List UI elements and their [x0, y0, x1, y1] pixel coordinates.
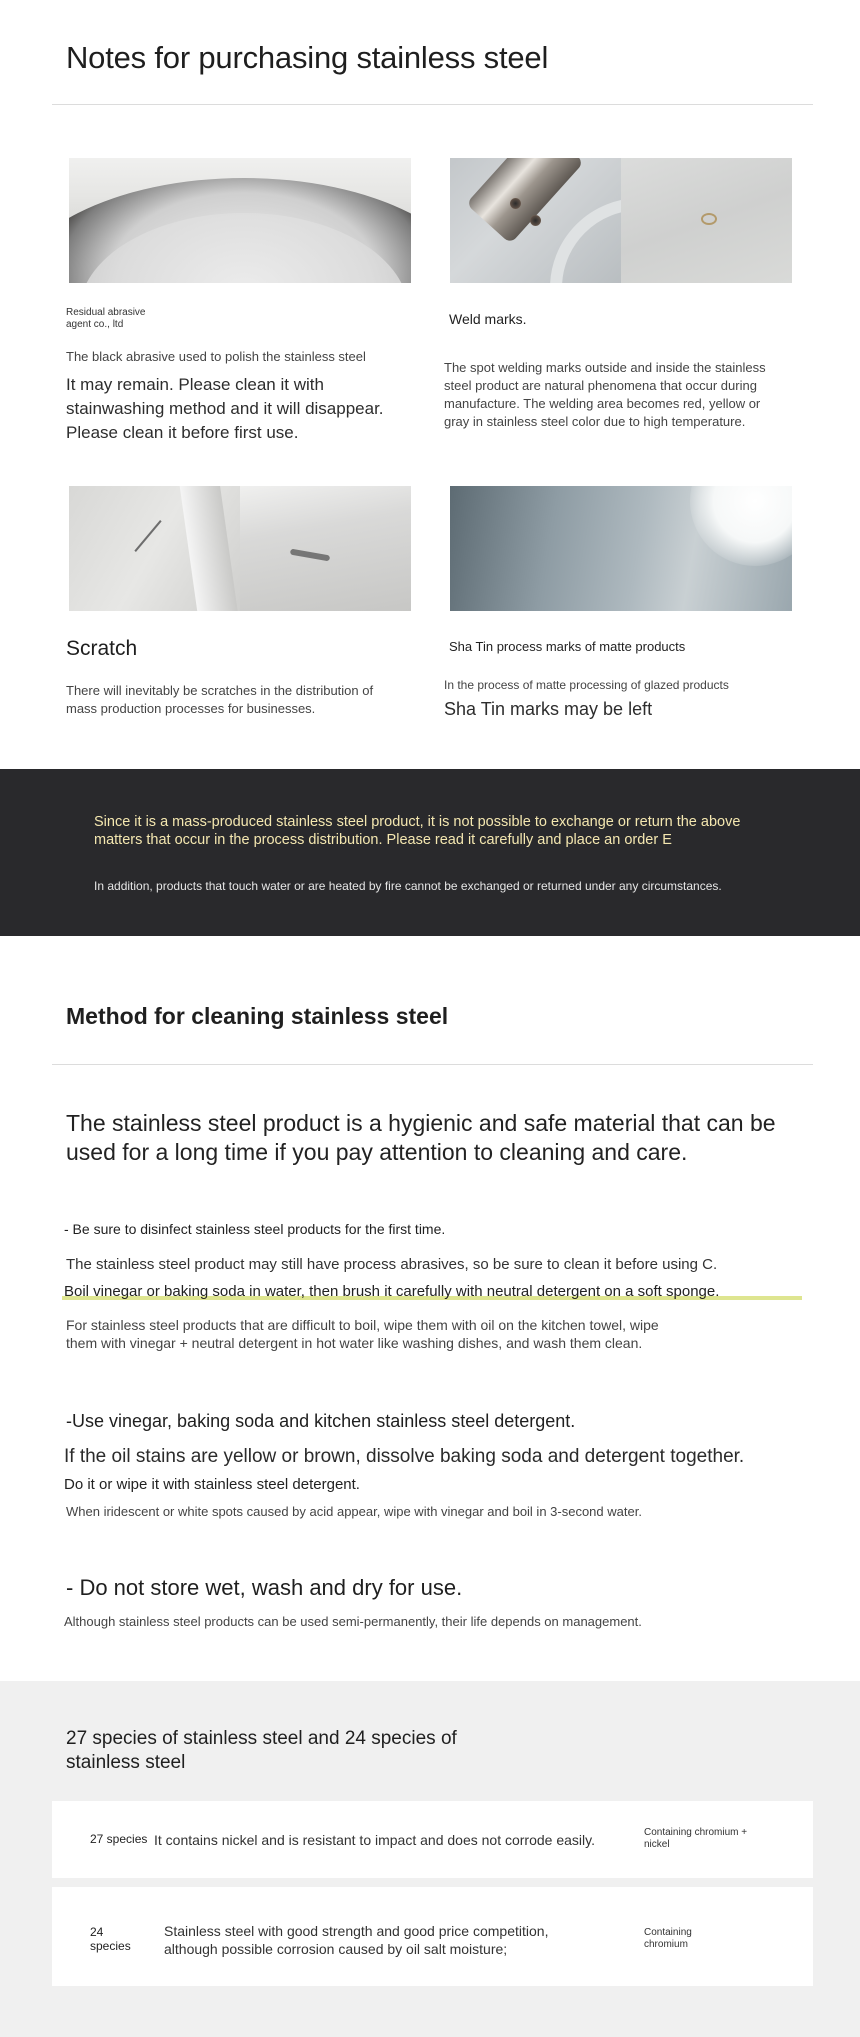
store-text: Although stainless steel products can be used semi-permanently, their life depends on management. — [64, 1614, 642, 1629]
scratch-label: Scratch — [66, 637, 138, 660]
species-name: 27 species — [90, 1832, 148, 1846]
divider — [52, 104, 813, 105]
method-lead — [66, 1109, 776, 1167]
species-text: Stainless steel with good strength and good price competition, although possible corrosion caused by oil salt moisture; — [164, 1923, 549, 1957]
weld-text: The spot welding marks outside and inside the stainless steel product are natural phenomena that occur during manufacture. The welding area becomes red, yellow or gray in stainless steel color due to high temperature. — [444, 360, 766, 429]
vinegar-line-1: If the oil stains are yellow or brown, dissolve baking soda and detergent together. — [64, 1446, 745, 1467]
disinfect-line-2: Boil vinegar or baking soda in water, then brush it carefully with neutral detergent on a soft sponge. — [64, 1283, 720, 1300]
method-title: Method for cleaning stainless steel — [66, 1003, 449, 1029]
notes-title: Notes for purchasing stainless steel — [66, 40, 549, 75]
abrasive-text: It may remain. Please clean it with stainwashing method and it will disappear. Please clean it before first use. — [66, 375, 384, 442]
weld-photo-spot — [621, 158, 792, 283]
warning-text — [94, 813, 740, 849]
species-name: 24 species — [90, 1925, 131, 1953]
matte-subtitle: In the process of matte processing of glazed products — [444, 678, 729, 692]
method-lead-line-2: used for a long time if you pay attention to cleaning and care. — [66, 1139, 688, 1165]
abrasive-subtitle: The black abrasive used to polish the stainless steel — [66, 349, 366, 364]
vinegar-heading: -Use vinegar, baking soda and kitchen stainless steel detergent. — [66, 1411, 576, 1431]
species-card — [52, 1801, 813, 1878]
species-title: 27 species of stainless steel and 24 species of stainless steel — [66, 1728, 457, 1773]
warning-line-2: matters that occur in the process distribution. Please read it carefully and place an order E — [94, 832, 672, 848]
warning-note: In addition, products that touch water or are heated by fire cannot be exchanged or returned under any circumstances. — [94, 879, 722, 893]
disinfect-line-1: The stainless steel product may still have process abrasives, so be sure to clean it before using C. — [66, 1256, 718, 1273]
species-text: It contains nickel and is resistant to impact and does not corrode easily. — [154, 1832, 595, 1848]
matte-text: Sha Tin marks may be left — [444, 699, 653, 719]
scratch-photo-a — [69, 486, 240, 611]
vinegar-line-2: Do it or wipe it with stainless steel detergent. — [64, 1476, 360, 1493]
weld-label: Weld marks. — [449, 311, 527, 327]
species-card — [52, 1887, 813, 1986]
store-heading: - Do not store wet, wash and dry for use. — [66, 1575, 463, 1600]
scratch-photo-b — [240, 486, 411, 611]
matte-photo — [450, 486, 792, 611]
method-lead-line-1: The stainless steel product is a hygienic and safe material that can be — [66, 1110, 776, 1136]
disinfect-line-4: them with vinegar + neutral detergent in hot water like washing dishes, and wash them clean. — [66, 1335, 643, 1351]
disinfect-line-3: For stainless steel products that are difficult to boil, wipe them with oil on the kitchen towel, wipe — [66, 1317, 659, 1333]
matte-label: Sha Tin process marks of matte products — [449, 639, 686, 654]
weld-photo-handle — [450, 158, 621, 283]
divider — [52, 1064, 813, 1065]
abrasive-photo — [69, 158, 411, 283]
disinfect-heading: - Be sure to disinfect stainless steel products for the first time. — [64, 1221, 446, 1237]
species-contains: Containing chromium — [644, 1927, 692, 1950]
abrasive-label: Residual abrasive agent co., ltd — [66, 307, 146, 330]
species-contains: Containing chromium + nickel — [644, 1827, 748, 1850]
warning-band — [0, 769, 860, 936]
vinegar-line-3: When iridescent or white spots caused by acid appear, wipe with vinegar and boil in 3-second water. — [66, 1504, 642, 1519]
warning-line-1: Since it is a mass-produced stainless steel product, it is not possible to exchange or return the above — [94, 814, 741, 830]
scratch-text: There will inevitably be scratches in the distribution of mass production processes for businesses. — [66, 683, 374, 716]
